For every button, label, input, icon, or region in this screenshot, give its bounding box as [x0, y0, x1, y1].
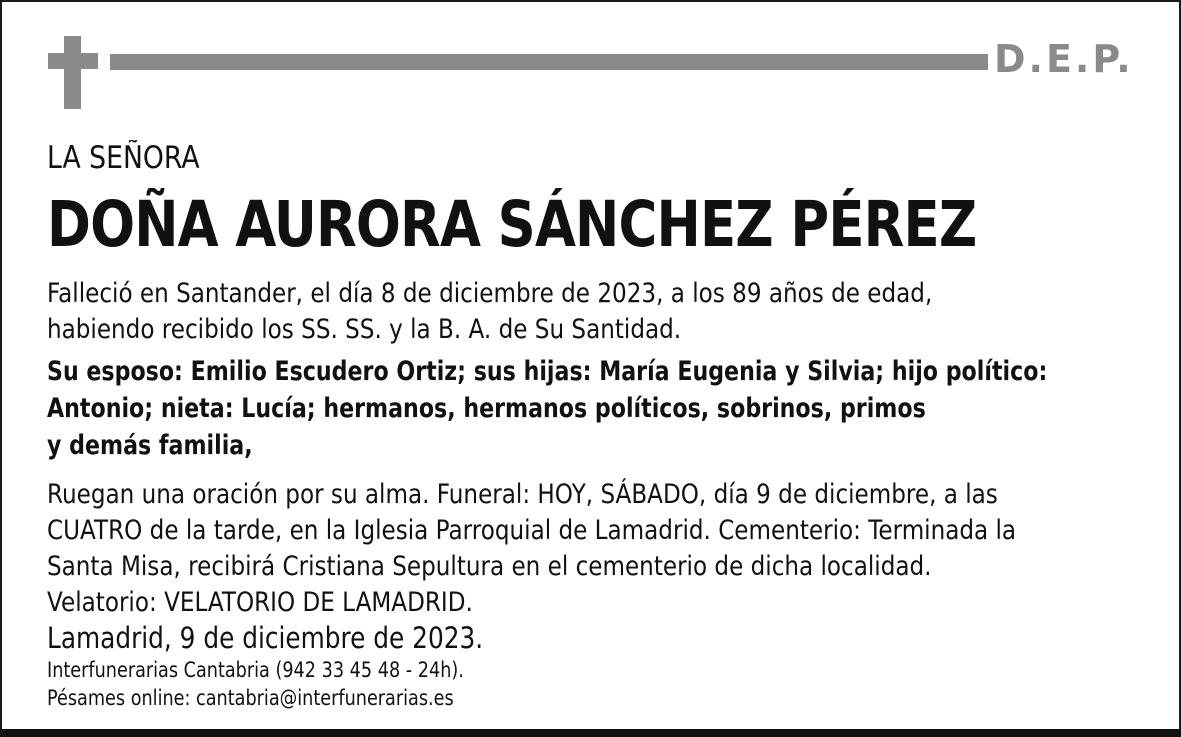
ceremony-details: [47, 477, 1016, 621]
family-line: Su esposo: Emilio Escudero Ortiz; sus hijas: María Eugenia y Silvia; hijo político:: [47, 356, 1048, 387]
ceremony-line: Velatorio: VELATORIO DE LAMADRID.: [47, 587, 473, 618]
cross-icon: [48, 36, 98, 109]
header-rule: [110, 54, 988, 70]
ceremony-line: Ruegan una oración por su alma. Funeral: HOY, SÁBADO, día 9 de diciembre, a las: [47, 479, 998, 510]
funeral-home: Interfunerarias Cantabria (942 33 45 48 - 24h).: [47, 658, 464, 682]
ceremony-line: CUATRO de la tarde, en la Iglesia Parroquial de Lamadrid. Cementerio: Terminada la: [47, 515, 1017, 546]
death-notice-line: habiendo recibido los SS. SS. y la B. A. de Su Santidad.: [47, 314, 682, 345]
condolences-email: Pésames online: cantabria@interfunerarias.es: [47, 686, 454, 710]
dep-label: D.E.P.: [994, 37, 1134, 81]
ceremony-line: Santa Misa, recibirá Cristiana Sepultura en el cementerio de dicha localidad.: [47, 551, 932, 582]
deceased-name: DOÑA AURORA SÁNCHEZ PÉREZ: [47, 188, 977, 261]
salutation: LA SEÑORA: [47, 140, 200, 176]
death-notice-line: Falleció en Santander, el día 8 de diciembre de 2023, a los 89 años de edad,: [47, 278, 933, 309]
place-date: Lamadrid, 9 de diciembre de 2023.: [47, 621, 484, 655]
bottom-rule: [0, 729, 1181, 737]
death-notice: [47, 276, 932, 348]
family-members: [47, 353, 1047, 464]
family-line: Antonio; nieta: Lucía; hermanos, hermanos políticos, sobrinos, primos: [47, 393, 926, 424]
family-line: y demás familia,: [47, 430, 253, 461]
